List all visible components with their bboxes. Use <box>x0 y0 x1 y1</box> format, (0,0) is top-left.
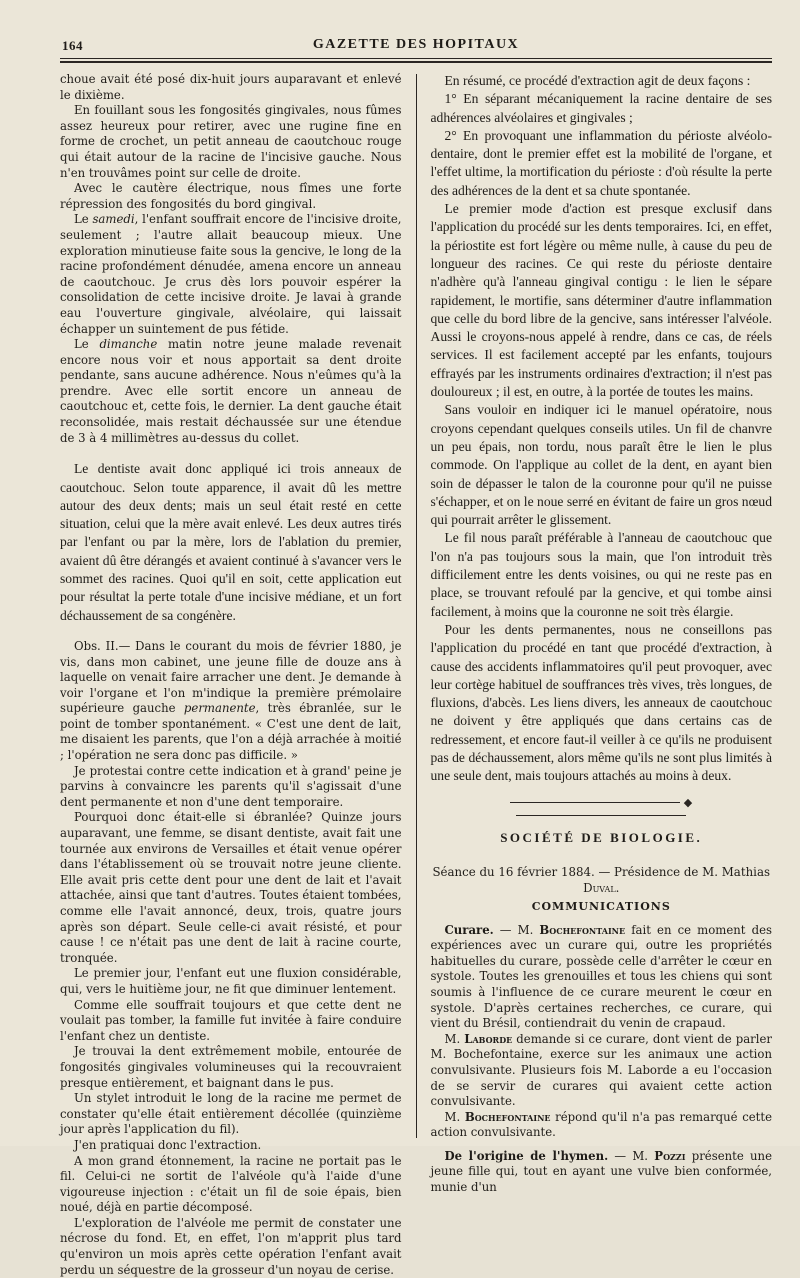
right-column <box>430 72 773 1195</box>
paragraph-summary: Le dentiste avait donc appliqué ici trois anneaux de caoutchouc. Selon toute apparence, il avait dû les mettre autour des deux dents; mais un seul était resté en cette situation, celui que la mère avait enlevé. Les deux autres tirés par l'enfant ou par la mère, lors de l'ablation du premier, avaient dû être dérangés et avaient continué à s'avancer vers le sommet des racines. Quoi qu'il en soit, cette application eut pour résultat la perte totale d'une incisive médiane, et un fort déchaussement de sa congénère. <box>60 461 402 623</box>
paragraph: Le samedi, l'enfant souffrait encore de l'incisive droite, seulement ; l'autre allait beaucoup mieux. Une exploration minutieuse faite sous la gencive, le long de la racine profondément dénudée, amena encore un anneau de caoutchouc. Je crus dès lors pouvoir espérer la consolidation de cette incisive droite. Je lavai à grande eau l'ouverture gingivale, alvéolaire, qui laissait échapper un suintement de pus fétide. <box>60 212 402 336</box>
header-rule-thin <box>60 58 772 59</box>
paragraph: Un stylet introduit le long de la racine me permet de constater qu'elle était entièrement décollée (quinzième jour après l'application du fil). <box>60 1091 402 1137</box>
column-divider <box>416 74 417 1138</box>
paragraph-observation: Obs. II.— Dans le courant du mois de février 1880, je vis, dans mon cabinet, une jeune fille de douze ans à laquelle on venait faire arracher une dent. Je demande à voir l'organe et l'on m'indique la première prémolaire supérieure gauche permanente, très ébranlée, sur le point de tomber spontanément. « C'est une dent de lait, me disaient les parents, que l'on a déjà arrachée à moitié ; l'opération ne sera donc pas difficile. » <box>60 638 402 763</box>
paragraph: Avec le cautère électrique, nous fîmes une forte répression des fongosités du bord gingival. <box>60 181 402 211</box>
communication: M. Laborde demande si ce curare, dont vient de parler M. Bochefontaine, exerce sur les animaux une action convulsivante. Plusieurs fois M. Laborde a eu l'occasion de se servir de curares qui avaient cette action convulsivante. <box>430 1031 772 1109</box>
communication: Curare. — M. Bochefontaine fait en ce moment des expériences avec un curare qui, outre les propriétés habituelles du curare, possède celle d'arrêter le cœur en systole. Toutes les grenouilles et tous les chiens qui sont soumis à l'influence de ce curare meurent le cœur en systole. D'après certaines recherches, ce curare, qui vient du Brésil, contiendrait du venin de crapaud. <box>430 922 773 1031</box>
section-ornament: ◆ <box>431 796 773 822</box>
paragraph: 2° En provoquant une inflammation du périoste alvéolo-dentaire, dont le premier effet est la mobilité de l'organe, et l'effet ultime, la mortification du périoste : d'où résulte la perte des adhérences de la dent et sa chute spontanée. <box>430 127 772 198</box>
section-title: SOCIÉTÉ DE BIOLOGIE. <box>500 829 703 845</box>
left-column <box>60 72 402 1277</box>
paragraph: A mon grand étonnement, la racine ne portait pas le fil. Celui-ci ne sortit de l'alvéole qu'à l'aide d'une vigoureuse injection : c'était un fil de soie épais, bien noué, déjà en partie décomposé. <box>60 1153 402 1215</box>
header-rule-thick <box>60 61 772 63</box>
paragraph: 1° En séparant mécaniquement la racine dentaire de ses adhérences alvéolaires et gingivales ; <box>430 91 772 125</box>
session-line: Séance du 16 février 1884. — Présidence de M. Mathias Duval. <box>432 864 771 895</box>
paragraph: choue avait été posé dix-huit jours auparavant et enlevé le dixième. <box>60 72 402 102</box>
page-header <box>60 0 772 52</box>
paragraph: Comme elle souffrait toujours et que cette dent ne voulait pas tomber, la famille fut invitée à faire conduire l'enfant chez un dentiste. <box>60 997 402 1043</box>
paragraph: Le premier mode d'action est presque exclusif dans l'application du procédé sur les dents temporaires. Ici, en effet, la périostite est fort légère ou même nulle, à cause du peu de longueur des racines. Ce qui reste du périoste dentaire n'adhère qu'à l'anneau gingival contigu : le lien le sépare rapidement, le mortifie, sans déterminer d'autre inflammation que celle du bord libre de la gencive, sans intéresser l'alvéole. Aussi le croyons-nous appelé à rendre, dans ce cas, de réels services. Il est facilement accepté par les enfants, toujours effrayés par les instruments ordinaires d'extraction; il n'est pas douloureux ; il est, en outre, à la portée de toutes les mains. <box>430 201 772 400</box>
paragraph: J'en pratiquai donc l'extraction. <box>74 1137 262 1152</box>
page-number: 164 <box>62 38 83 53</box>
communication: De l'origine de l'hymen. — M. Pozzi présente une jeune fille qui, tout en ayant une vulve bien conformée, munie d'un <box>430 1148 772 1195</box>
paragraph: Pour les dents permanentes, nous ne conseillons pas l'application du procédé en tant que procédé d'extraction, à cause des accidents inflammatoires qu'il peut provoquer, avec leur cortège habituel de souffrances très vives, très longues, de fluxions, d'abcès. Les liens divers, les anneaux de caoutchouc ne doivent y être appliqués que dans certains cas de redressement, et encore faut-il veiller à ce qu'ils ne produisent pas de déchaussement, alors même qu'ils ne sont plus limités à une seule dent, mais toujours attachés au moins à deux. <box>430 621 772 784</box>
paragraph: L'exploration de l'alvéole me permit de constater une nécrose du fond. Et, en effet, l'on m'apprit plus tard qu'environ un mois après cette opération l'enfant avait perdu un séquestre de la grosseur d'un noyau de cerise. <box>60 1215 402 1277</box>
paragraph: Le fil nous paraît préférable à l'anneau de caoutchouc que l'on n'a pas toujours sous la main, que l'on introduit très difficilement entre les dents voisines, ou qui ne reste pas en place, se trouvant refoulé par la gencive, et qui tombe ainsi facilement, à moins que la couronne ne soit très élargie. <box>430 530 772 619</box>
communications-title: COMMUNICATIONS <box>531 899 671 913</box>
paragraph: Je trouvai la dent extrêmement mobile, entourée de fongosités gingivales volumineuses qui la recouvraient presque entièrement, et baignant dans le pus. <box>60 1044 402 1090</box>
paragraph: Sans vouloir en indiquer ici le manuel opératoire, nous croyons cependant quelques conseils utiles. Un fil de chanvre un peu épais, non tordu, nous paraît être le lien le plus commode. On l'applique au collet de la dent, en ayant bien soin de dépasser le talon de la couronne pour qu'il ne puisse s'échapper, et on le noue serré en évitant de faire un gros nœud qui pourrait arrêter le glissement. <box>430 402 772 528</box>
communication: M. Bochefontaine répond qu'il n'a pas remarqué cette action convulsivante. <box>430 1109 772 1140</box>
paragraph: Je protestai contre cette indication et à grand' peine je parvins à convaincre les parents qu'il s'agissait d'une dent permanente et non d'une dent temporaire. <box>60 763 402 809</box>
paragraph: Le dimanche matin notre jeune malade revenait encore nous voir et nous apportait sa dent droite pendante, sans aucune adhérence. Nous n'eûmes qu'à la prendre. Avec elle sortit encore un anneau de caoutchouc et, cette fois, le dernier. La dent gauche était reconsolidée, mais restait déchaussée sur une étendue de 3 à 4 millimètres au-dessus du collet. <box>60 337 402 445</box>
article-columns <box>60 72 773 1277</box>
paragraph: Pourquoi donc était-elle si ébranlée? Quinze jours auparavant, une femme, se disant dentiste, avait fait une tournée aux environs de Versailles et était venue opérer dans l'établissement où se trouvait notre jeune cliente. Elle avait pris cette dent pour une dent de lait et l'avait attachée, ainsi que tant d'autres. Toutes étaient tombées, comme elle l'avait annoncé, deux, trois, quatre jours après son départ. Seule celle-ci avait résisté, et pour cause ! ce n'était pas une dent de lait à racine courte, tronquée. <box>60 810 402 965</box>
running-title: GAZETTE DES HOPITAUX <box>312 37 520 52</box>
paragraph: En résumé, ce procédé d'extraction agit de deux façons : <box>444 73 751 88</box>
paragraph: Le premier jour, l'enfant eut une fluxion considérable, qui, vers le huitième jour, ne fit que diminuer lentement. <box>60 966 402 996</box>
paragraph: En fouillant sous les fongosités gingivales, nous fûmes assez heureux pour retirer, avec une rugine fine en forme de crochet, un petit anneau de caoutchouc rouge qui était autour de la racine de l'incisive gauche. Nous n'en trouvâmes point sur celle de droite. <box>60 103 402 180</box>
